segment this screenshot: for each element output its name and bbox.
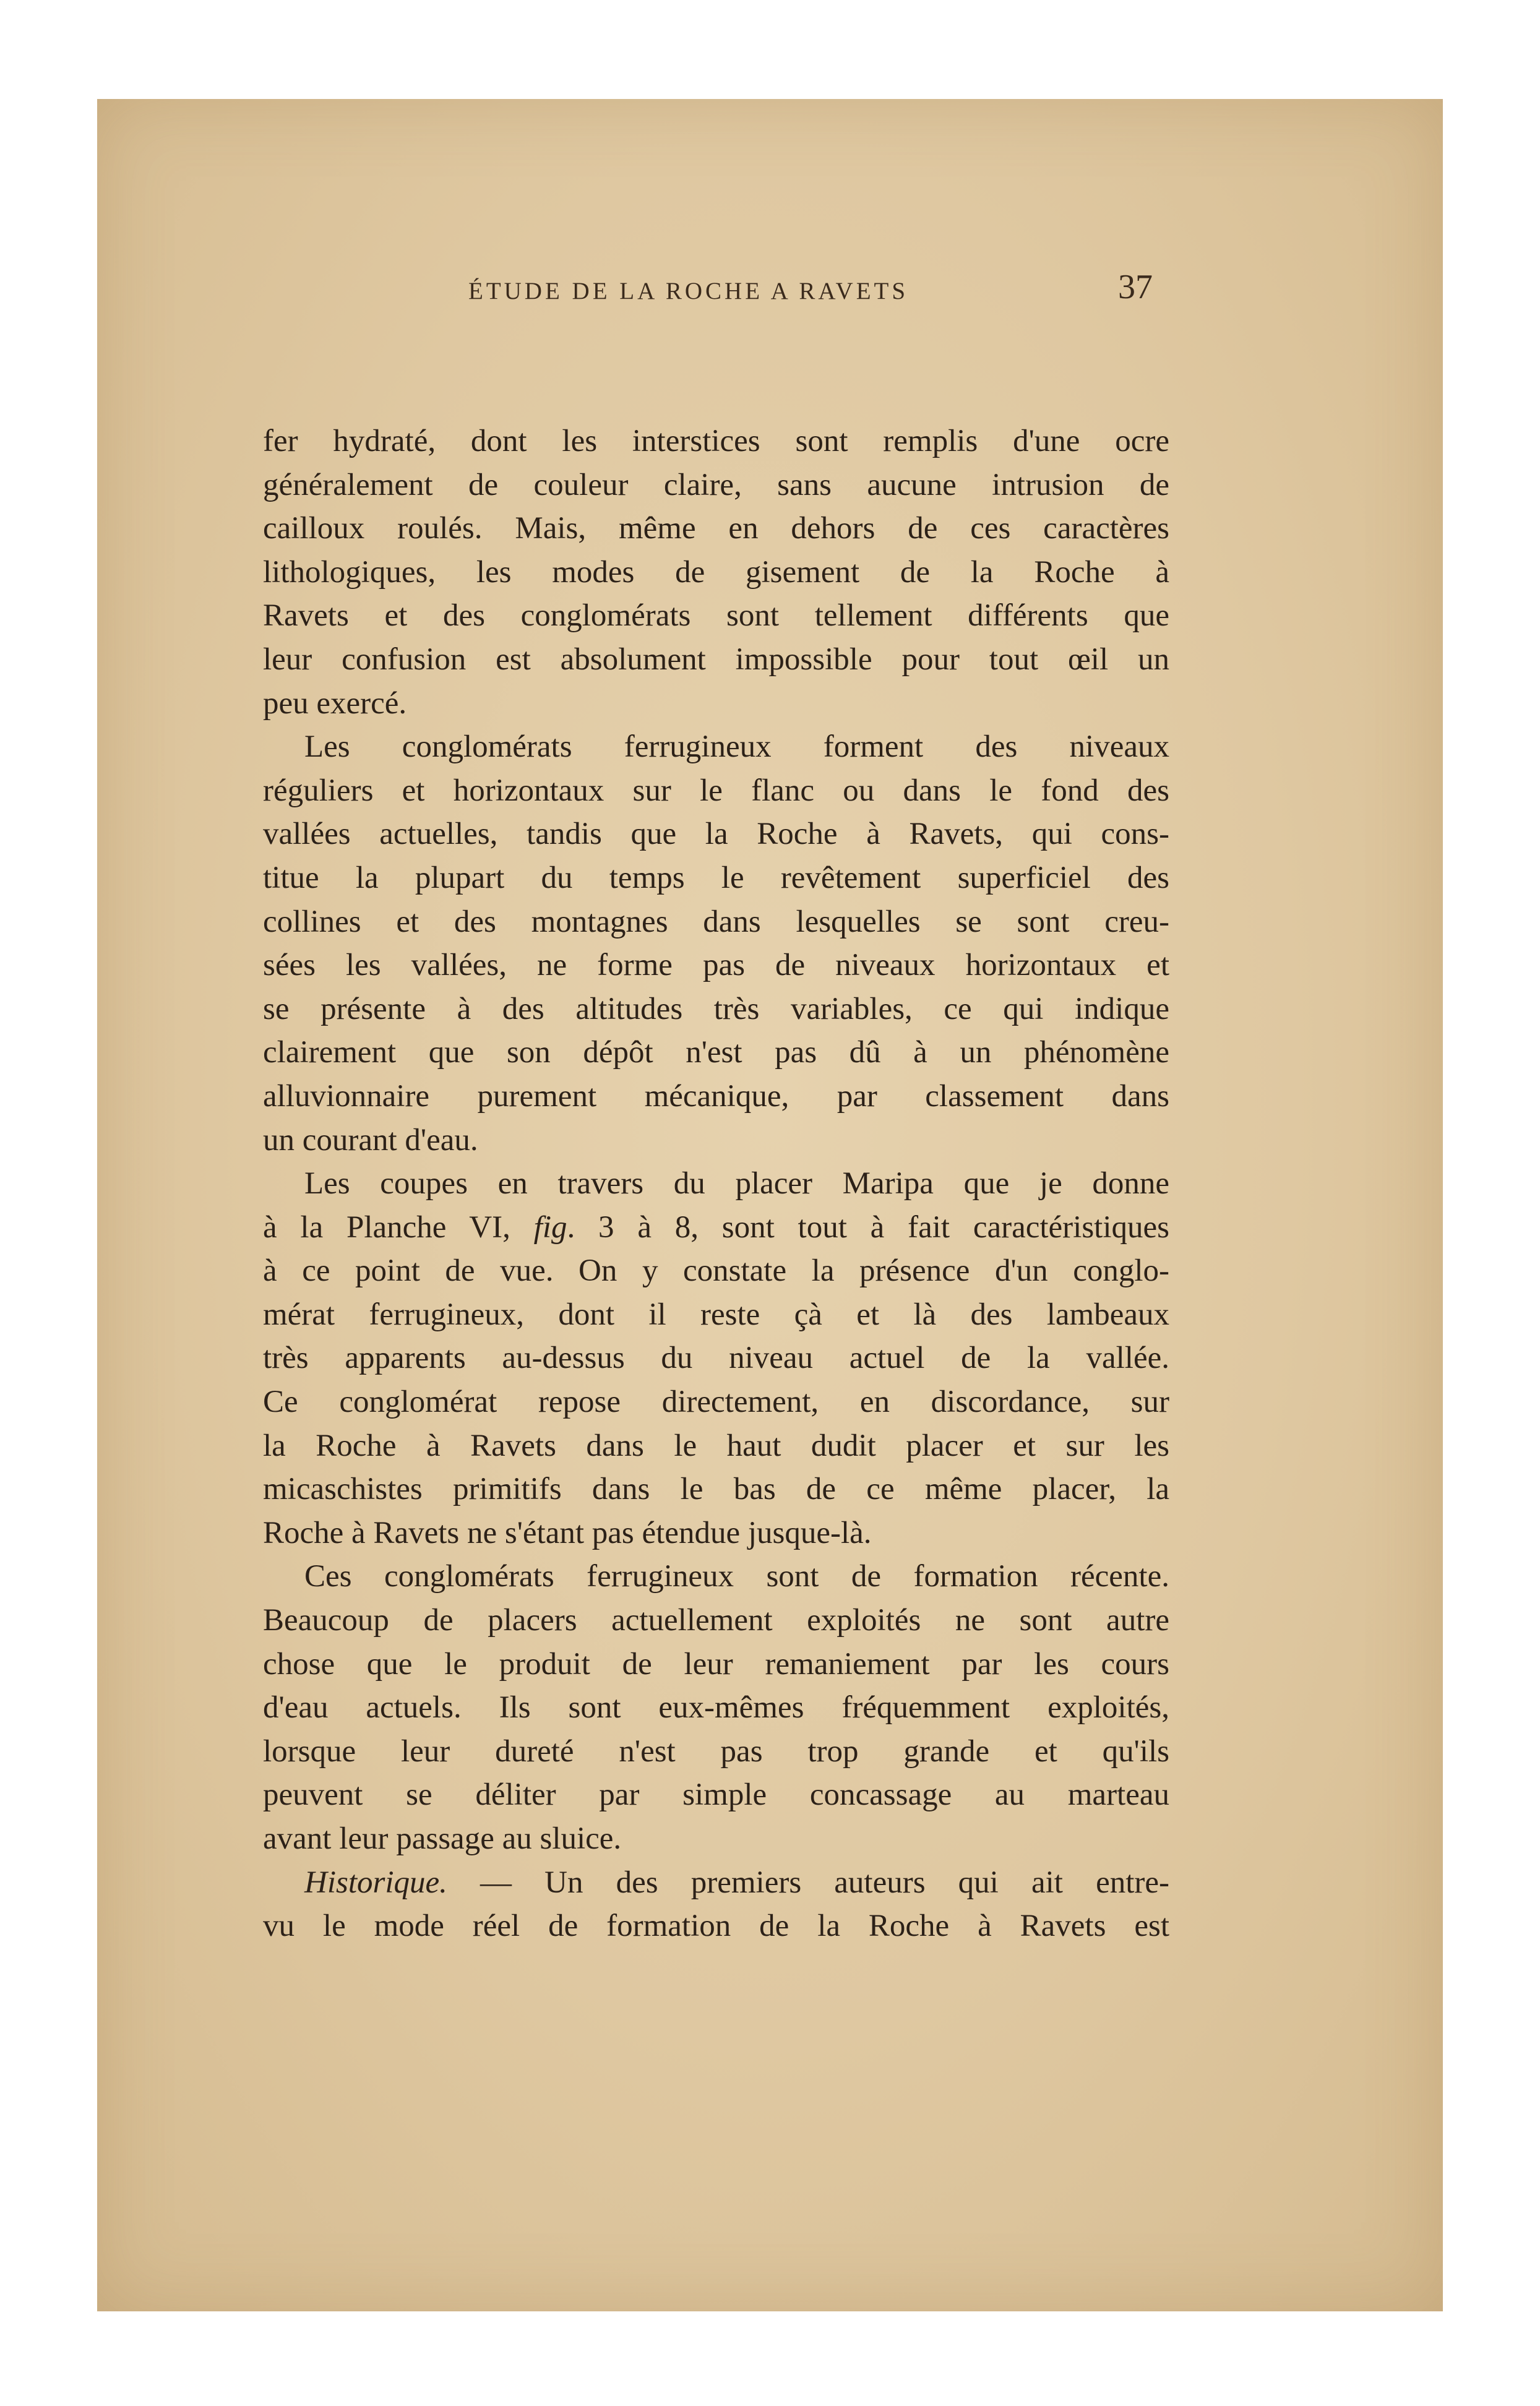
text-line: peu exercé.: [263, 685, 407, 721]
text-line: à ce point de vue. On y constate la présence d'un conglo-: [263, 1253, 1169, 1289]
text-line: Beaucoup de placers actuellement exploités ne sont autre: [263, 1603, 1169, 1638]
text-line: Les conglomérats ferrugineux forment des niveaux: [304, 729, 1169, 765]
text-line: Roche à Ravets ne s'étant pas étendue jusque-là.: [263, 1515, 872, 1550]
text-line: Ce conglomérat repose directement, en discordance, sur: [263, 1385, 1169, 1420]
text-line: [263, 1861, 1169, 1905]
running-title: ÉTUDE DE LA ROCHE A RAVETS: [468, 278, 909, 304]
text-line: vallées actuelles, tandis que la Roche à Ravets, qui cons-: [263, 817, 1169, 852]
text-line: alluvionnaire purement mécanique, par classement dans: [263, 1078, 1169, 1114]
text-line: très apparents au-dessus du niveau actuel de la vallée.: [263, 1341, 1169, 1376]
text-line: avant leur passage au sluice.: [263, 1821, 622, 1856]
text-line: un courant d'eau.: [263, 1122, 478, 1158]
text-line: titue la plupart du temps le revêtement superficiel des: [263, 860, 1169, 895]
text-line: micaschistes primitifs dans le bas de ce même placer, la: [263, 1472, 1169, 1507]
text-line: peuvent se déliter par simple concassage au marteau: [263, 1777, 1169, 1813]
text-line: Ces conglomérats ferrugineux sont de formation récente.: [304, 1559, 1169, 1594]
text-line: sées les vallées, ne forme pas de niveaux horizontaux et: [263, 948, 1169, 983]
text-line: vu le mode réel de formation de la Roche à Ravets est: [263, 1909, 1169, 1944]
figure-abbrev: fig: [533, 1209, 567, 1245]
page-header: [360, 264, 1170, 313]
text-fragment: — Un des premiers auteurs qui ait entre-: [447, 1865, 1169, 1900]
text-line: collines et des montagnes dans lesquelles se sont creu-: [263, 904, 1169, 939]
text-line: Ravets et des conglomérats sont tellement différents que: [263, 598, 1169, 634]
text-line: généralement de couleur claire, sans aucune intrusion de: [263, 467, 1169, 502]
text-line: fer hydraté, dont les interstices sont remplis d'une ocre: [263, 424, 1169, 458]
text-line: chose que le produit de leur remaniement par les cours: [263, 1646, 1169, 1682]
text-line: la Roche à Ravets dans le haut dudit placer et sur les: [263, 1428, 1169, 1463]
text-line: d'eau actuels. Ils sont eux-mêmes fréquemment exploités,: [263, 1690, 1169, 1725]
text-line: mérat ferrugineux, dont il reste çà et là des lambeaux: [263, 1297, 1169, 1332]
text-line: cailloux roulés. Mais, même en dehors de ces caractères: [263, 511, 1169, 546]
text-line: clairement que son dépôt n'est pas dû à un phénomène: [263, 1035, 1169, 1070]
text-fragment: à la Planche VI,: [263, 1209, 534, 1245]
text-line: lithologiques, les modes de gisement de la Roche à: [263, 554, 1169, 590]
text-line: lorsque leur dureté n'est pas trop grande et qu'ils: [263, 1734, 1169, 1769]
text-line: se présente à des altitudes très variables, ce qui indique: [263, 991, 1169, 1026]
text-line: [263, 1206, 1169, 1250]
text-line: réguliers et horizontaux sur le flanc ou dans le fond des: [263, 773, 1169, 808]
page-number: 37: [1118, 268, 1153, 306]
section-lead: Historique.: [304, 1865, 447, 1900]
body-text: [263, 419, 1169, 1948]
text-line: leur confusion est absolument impossible pour tout œil un: [263, 642, 1169, 677]
text-line: Les coupes en travers du placer Maripa que je donne: [304, 1166, 1169, 1201]
text-fragment: . 3 à 8, sont tout à fait caractéristiques: [567, 1209, 1169, 1245]
